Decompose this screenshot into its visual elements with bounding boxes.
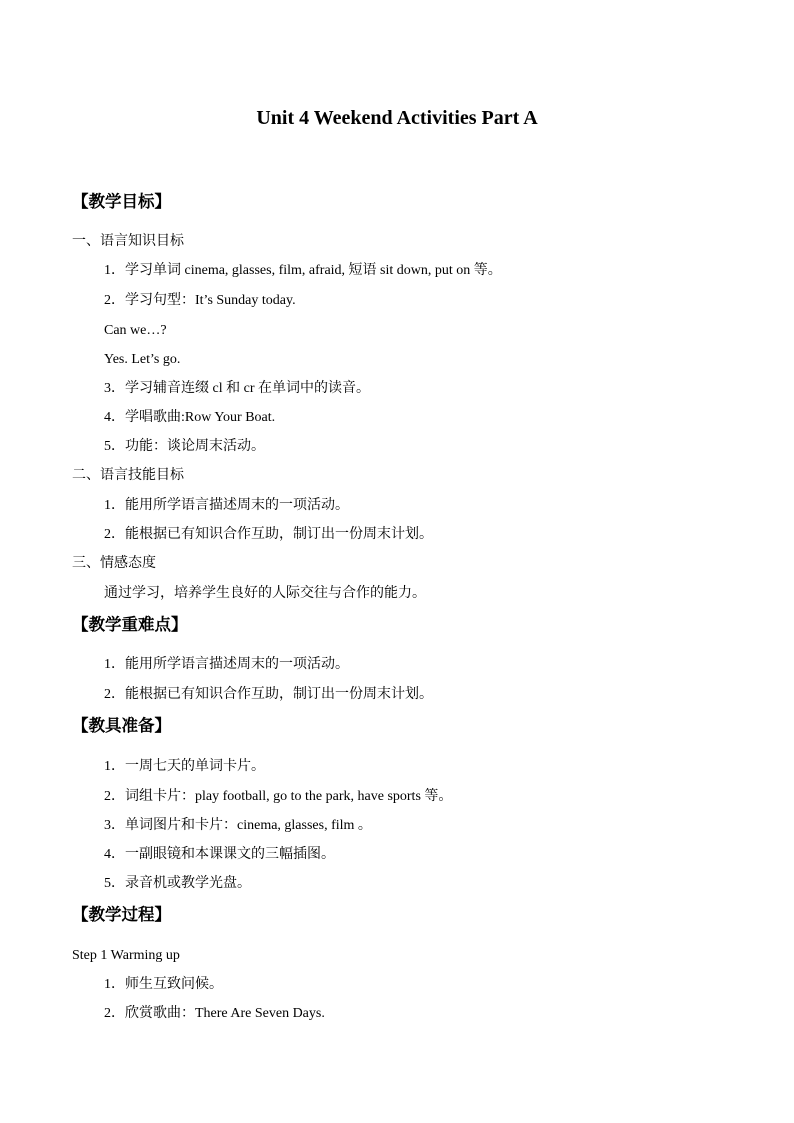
process-item-1: 1．师生互致问候。: [104, 977, 223, 992]
objective-item-2: 2．学习句型：It’s Sunday today.: [104, 293, 296, 308]
attitude-text: 通过学习，培养学生良好的人际交往与合作的能力。: [104, 586, 426, 601]
section-heading-objectives: 【教学目标】: [72, 192, 171, 211]
key-point-item-1: 1．能用所学语言描述周末的一项活动。: [104, 657, 349, 672]
skill-item-1: 1．能用所学语言描述周末的一项活动。: [104, 498, 349, 513]
material-item-1: 1．一周七天的单词卡片。: [104, 759, 265, 774]
process-item-2: 2．欣赏歌曲：There Are Seven Days.: [104, 1006, 325, 1021]
objective-item-4: 4．学唱歌曲:Row Your Boat.: [104, 410, 276, 425]
material-item-4: 4．一副眼镜和本课课文的三幅插图。: [104, 847, 335, 862]
objective-item-2-line-3: Yes. Let’s go.: [104, 352, 181, 367]
section-heading-process: 【教学过程】: [72, 905, 171, 924]
subheading-language-knowledge: 一、语言知识目标: [72, 234, 184, 249]
section-heading-key-points: 【教学重难点】: [72, 615, 188, 634]
material-item-5: 5．录音机或教学光盘。: [104, 876, 251, 891]
material-item-3: 3．单词图片和卡片：cinema, glasses, film 。: [104, 818, 372, 833]
key-point-item-2: 2．能根据已有知识合作互助，制订出一份周末计划。: [104, 687, 433, 702]
subheading-language-skills: 二、语言技能目标: [72, 468, 184, 483]
step-1-heading: Step 1 Warming up: [72, 948, 180, 963]
section-heading-materials: 【教具准备】: [72, 716, 171, 735]
objective-item-3: 3．学习辅音连缀 cl 和 cr 在单词中的读音。: [104, 381, 370, 396]
objective-item-1: 1．学习单词 cinema, glasses, film, afraid, 短语 sit down, put on 等。: [104, 263, 502, 278]
skill-item-2: 2．能根据已有知识合作互助，制订出一份周末计划。: [104, 527, 433, 542]
page-title: Unit 4 Weekend Activities Part A: [256, 107, 538, 129]
objective-item-2-line-2: Can we…?: [104, 323, 167, 338]
material-item-2: 2．词组卡片：play football, go to the park, have sports 等。: [104, 789, 453, 804]
objective-item-5: 5．功能：谈论周末活动。: [104, 439, 265, 454]
subheading-attitude: 三、情感态度: [72, 556, 156, 571]
